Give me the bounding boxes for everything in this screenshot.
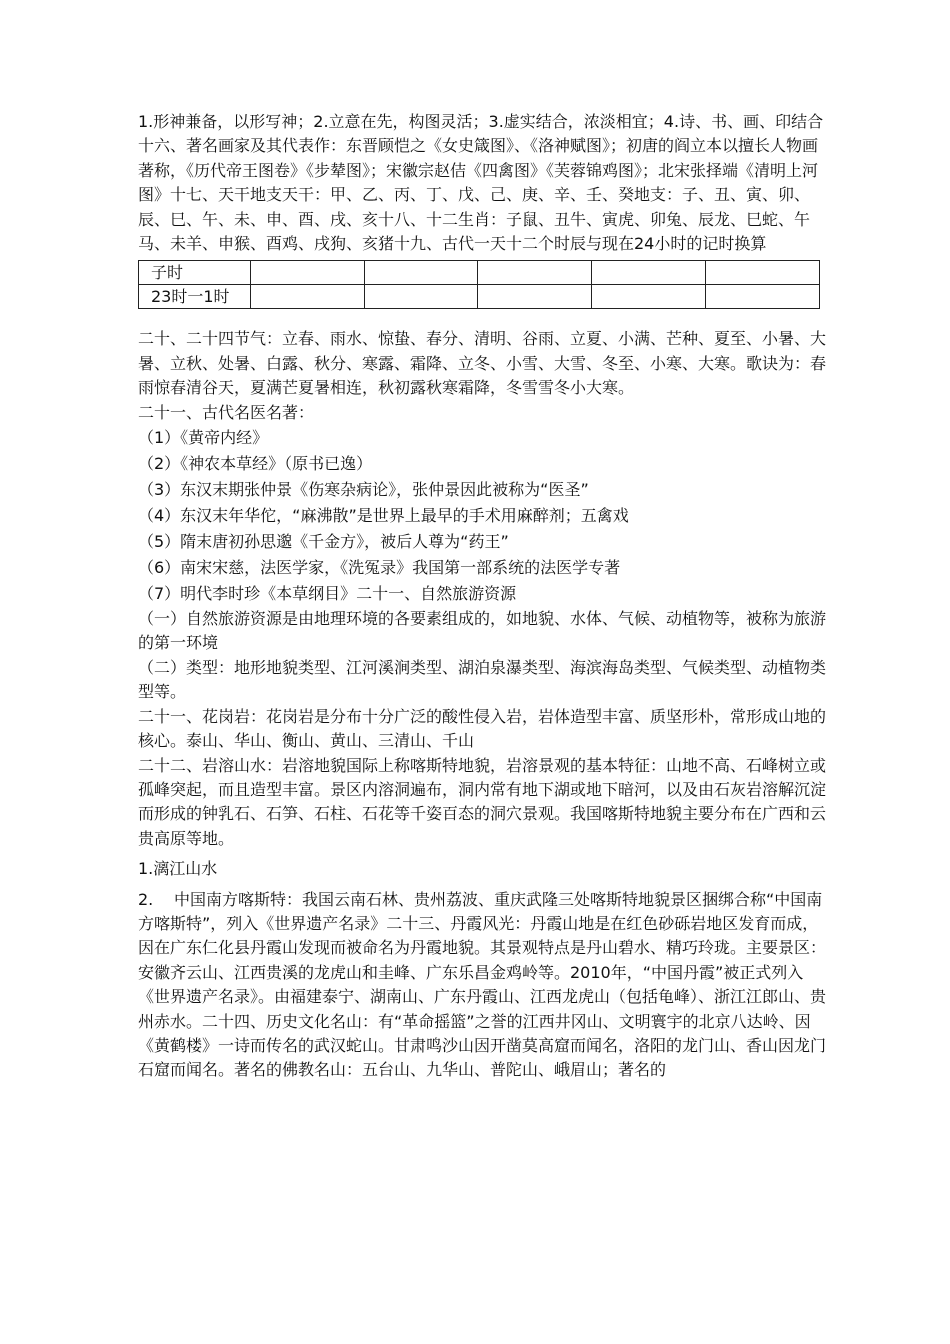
- paragraph-famous-painters: 十六、著名画家及其代表作：东晋顾恺之《女史箴图》、《洛神赋图》；初唐的阎立本以擅长人物画著称，《历代帝王图卷》《步辇图》；宋徽宗赵佶《四禽图》《芙蓉锦鸡图》；北宋张择端《清明上河图》十七、天干地支天干：甲、乙、丙、丁、戊、己、庚、辛、壬、癸地支：子、丑、寅、卯、辰、巳、午、未、申、酉、戌、亥十八、十二生肖：子鼠、丑牛、寅虎、卯兔、辰龙、巳蛇、午马、未羊、申猴、酉鸡、戌狗、亥猪十九、古代一天十二个时辰与现在24小时的记时换算: [138, 136, 819, 254]
- paragraph-resource-types: （二）类型：地形地貌类型、江河溪涧类型、湖泊泉瀑类型、海滨海岛类型、气候类型、动植物类型等。: [138, 657, 827, 702]
- list-item: （1）《黄帝内经》: [138, 428, 269, 448]
- table-cell: [706, 261, 820, 285]
- paragraph-south-china-karst: [138, 888, 828, 1083]
- table-row: [139, 261, 820, 285]
- list-item: （5）隋末唐初孙思邈《千金方》，被后人尊为“药王”: [138, 532, 509, 552]
- table-cell: [250, 285, 364, 309]
- table-row: [139, 285, 820, 309]
- list-item: （6）南宋宋慈，法医学家，《洗冤录》我国第一部系统的法医学专著: [138, 558, 621, 578]
- list-item: （3）东汉末期张仲景《伤寒杂病论》，张仲景因此被称为“医圣”: [138, 480, 589, 500]
- table-cell: [364, 261, 478, 285]
- item-text: 中国南方喀斯特：我国云南石林、贵州荔波、重庆武隆三处喀斯特地貌景区捆绑合称“中国南方喀斯特”，列入《世界遗产名录》二十三、丹霞风光：丹霞山地是在红色砂砾岩地区发育而成，因在广东仁化县丹霞山发现而被命名为丹霞地貌。其景观特点是丹山碧水、精巧玲珑。主要景区：安徽齐云山、江西贵溪的龙虎山和圭峰、广东乐昌金鸡岭等。2010年，“中国丹霞”被正式列入《世界遗产名录》。由福建泰宁、湖南山、广东丹霞山、江西龙虎山（包括龟峰）、浙江江郎山、贵州赤水。二十四、历史文化名山：有“革命摇篮”之誉的江西井冈山、文明寰宇的北京八达岭、因《黄鹤楼》一诗而传名的武汉蛇山。甘肃鸣沙山因开凿莫高窟而闻名，洛阳的龙门山、香山因龙门石窟而闻名。著名的佛教名山：五台山、九华山、普陀山、峨眉山；著名的: [138, 889, 827, 1080]
- table-cell: [592, 261, 706, 285]
- table-cell: [592, 285, 706, 309]
- paragraph-natural-resources: （一）自然旅游资源是由地理环境的各要素组成的，如地貌、水体、气候、动植物等，被称为旅游的第一环境: [138, 609, 827, 653]
- table-cell: [706, 285, 820, 309]
- item-number: 2.: [138, 889, 154, 909]
- list-item: （7）明代李时珍《本草纲目》二十一、自然旅游资源: [138, 584, 517, 604]
- list-item: （2）《神农本草经》（原书已逸）: [138, 454, 373, 474]
- time-conversion-table: [138, 260, 820, 309]
- table-cell: 子时: [139, 261, 251, 285]
- table-cell: [478, 285, 592, 309]
- table-cell: 23时一1时: [139, 285, 251, 309]
- table-cell: [364, 285, 478, 309]
- heading-famous-doctors: 二十一、古代名医名著：: [138, 402, 315, 422]
- paragraph-solar-terms: 二十、二十四节气：立春、雨水、惊蛰、春分、清明、谷雨、立夏、小满、芒种、夏至、小暑、大暑、立秋、处暑、白露、秋分、寒露、霜降、立冬、小雪、大雪、冬至、小寒、大寒。歌诀为：春雨惊春清谷天，夏满芒夏暑相连，秋初露秋寒霜降，冬雪雪冬小大寒。: [138, 329, 827, 398]
- table-cell: [250, 261, 364, 285]
- document-body: [138, 110, 828, 1083]
- paragraph-painting-features: 1.形神兼备，以形写神；2.立意在先，构图灵活；3.虚实结合，浓淡相宜；4.诗、书、画、印结合: [138, 112, 824, 131]
- list-item: （4）东汉末年华佗，“麻沸散”是世界上最早的手术用麻醉剂；五禽戏: [138, 506, 629, 526]
- paragraph-karst: 二十二、岩溶山水：岩溶地貌国际上称喀斯特地貌，岩溶景观的基本特征：山地不高、石峰树立或孤峰突起，而且造型丰富。景区内溶洞遍布，洞内常有地下湖或地下暗河，以及由石灰岩溶解沉淀而形成的钟乳石、石笋、石柱、石花等千姿百态的洞穴景观。我国喀斯特地貌主要分布在广西和云贵高原等地。: [138, 755, 827, 848]
- list-item-lijiang: 1.漓江山水: [138, 859, 218, 879]
- paragraph-granite: 二十一、花岗岩：花岗岩是分布十分广泛的酸性侵入岩，岩体造型丰富、质坚形朴，常形成山地的核心。泰山、华山、衡山、黄山、三清山、千山: [138, 706, 827, 751]
- table-cell: [478, 261, 592, 285]
